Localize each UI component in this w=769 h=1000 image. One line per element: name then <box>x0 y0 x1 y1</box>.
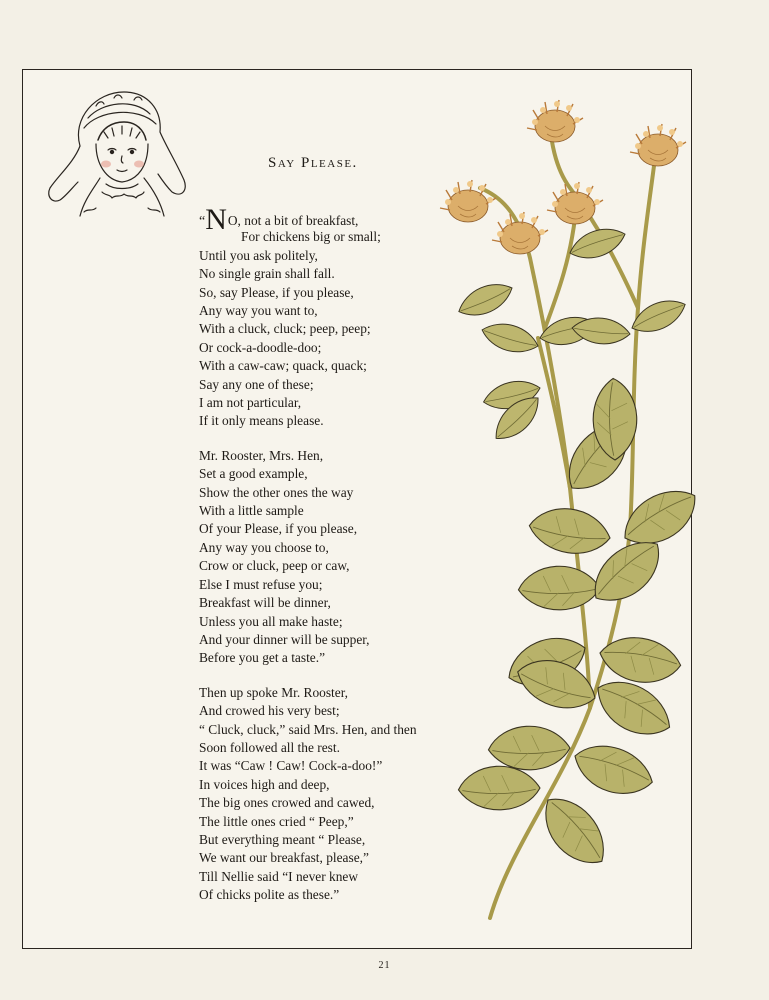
poem-line: In voices high and deep, <box>199 776 330 792</box>
poem-line: Any way you choose to, <box>199 539 329 555</box>
poem-line: With a little sample <box>199 503 304 519</box>
poem-line: The little ones cried “ Peep,” <box>199 813 354 829</box>
poem-line: For chickens big or small; <box>241 229 381 245</box>
poem-line: Show the other ones the way <box>199 484 354 500</box>
poem-line: Soon followed all the rest. <box>199 739 340 755</box>
poem-line: Else I must refuse you; <box>199 576 323 592</box>
poem-line: Before you get a taste.” <box>199 650 326 666</box>
poem-line: Mr. Rooster, Mrs. Hen, <box>199 447 324 463</box>
poem-line: If it only means please. <box>199 413 324 429</box>
poem-line: Unless you all make haste; <box>199 613 343 629</box>
page-number: 21 <box>378 960 391 971</box>
poem-line: It was “Caw ! Caw! Cock-a-doo!” <box>199 758 383 774</box>
poem-line: Till Nellie said “I never knew <box>199 868 359 884</box>
drop-cap: N <box>205 203 228 236</box>
poem-line: No single grain shall fall. <box>199 266 335 282</box>
poem-line: Any way you want to, <box>199 303 318 319</box>
poem-line: The big ones crowed and cawed, <box>199 795 375 811</box>
poem-title: Say Please. <box>268 155 358 171</box>
first-line-text: O, not a bit of breakfast, <box>227 213 359 228</box>
poem-line: Breakfast will be dinner, <box>199 595 331 611</box>
poem-line: So, say Please, if you please, <box>199 284 354 300</box>
poem-line: With a caw-caw; quack, quack; <box>199 358 367 374</box>
poem-line: And your dinner will be supper, <box>199 631 370 647</box>
poem-line: With a cluck, cluck; peep, peep; <box>199 321 371 337</box>
poem-line: And crowed his very best; <box>199 703 340 719</box>
child-in-bonnet-illustration <box>44 88 190 224</box>
opening-quote: “ <box>199 214 206 229</box>
poem-line: Of your Please, if you please, <box>199 521 358 537</box>
poem-line: Say any one of these; <box>199 376 314 392</box>
poem-line: Set a good example, <box>199 466 308 482</box>
poem-line: But everything meant “ Please, <box>199 831 366 847</box>
poem-line: Crow or cluck, peep or caw, <box>199 558 350 574</box>
poem-line: Until you ask politely, <box>199 247 318 263</box>
poem-line: Then up spoke Mr. Rooster, <box>199 684 348 700</box>
poem-line: Of chicks polite as these.” <box>199 887 340 903</box>
poem-line: I am not particular, <box>199 395 302 411</box>
poem-line: Or cock-a-doodle-doo; <box>199 339 322 355</box>
flowering-plant-illustration <box>420 88 700 923</box>
poem-line: We want our breakfast, please,” <box>199 850 369 866</box>
poem-line: “ Cluck, cluck,” said Mrs. Hen, and then <box>199 721 417 737</box>
